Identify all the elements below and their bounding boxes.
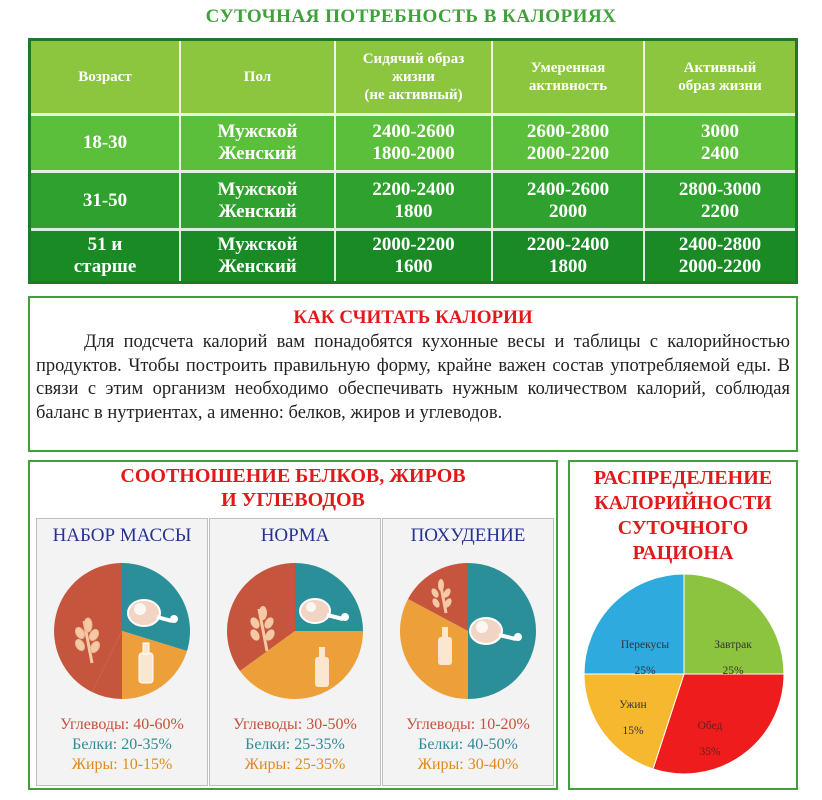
cell-sex: Мужской Женский [181,231,336,281]
cell-sex: Мужской Женский [181,173,336,228]
cell-active: 2400-2800 2000-2200 [678,234,762,277]
panel-legend [37,715,207,775]
calorie-table [28,38,798,284]
panel-mass-gain [36,518,208,786]
macro-ratio-section [28,460,558,790]
cell-moderate: 2600-2800 2000-2200 [493,116,645,170]
snacks-name: Перекусы [620,639,670,651]
breakfast-pct: 25% [722,665,744,677]
panel-title: НОРМА [260,525,330,546]
ratio-title: СООТНОШЕНИЕ БЕЛКОВ, ЖИРОВ И УГЛЕВОДОВ [120,465,466,511]
table-header-row [31,41,795,113]
cell-sedentary: 2000-2200 1600 [336,231,493,281]
macro-pie-weight-loss [398,561,538,701]
page-title: СУТОЧНАЯ ПОТРЕБНОСТЬ В КАЛОРИЯХ [205,6,617,27]
cell-sedentary: 2400-2600 1800-2000 [336,116,493,170]
dinner-label [606,686,660,751]
macro-pie-norm [225,561,365,701]
panel-weight-loss [382,518,554,786]
cell-sedentary: 2200-2400 1800 [336,173,493,228]
fat-label: Жиры: 30-40% [417,756,519,773]
panel-title: ПОХУДЕНИЕ [410,525,526,546]
header-active: Активный образ жизни [678,60,762,94]
cell-age: 51 и старше [31,231,181,281]
cell-moderate: 2400-2600 2000 [493,173,645,228]
fat-label: Жиры: 25-35% [244,756,346,773]
carbs-label: Углеводы: 40-60% [60,716,184,733]
header-moderate: Умеренная активность [493,41,645,113]
breakfast-label [703,626,763,691]
dinner-name: Ужин [619,699,647,711]
fat-label: Жиры: 10-15% [71,756,173,773]
cell-active: 2800-3000 2200 [678,178,762,222]
daily-distribution-section [568,460,798,790]
dinner-pct: 15% [622,725,644,737]
cell-age: 18-30 [31,116,181,170]
snacks-label [610,626,680,691]
how-text: Для подсчета калорий вам понадобятся кухонные весы и таблицы с калорийностью продуктов. Чтобы построить правильную форму, крайне важен состав употребляемой еды. В связи с этим организм необходимо обеспечивать нужным количеством калорий, соблюдая баланс в нутриентах, а именно: белков, жиров и углеводов. [36,332,790,423]
table-row [31,228,795,281]
header-sex: Пол [181,41,336,113]
snacks-pct: 25% [634,665,656,677]
panel-norm [209,518,381,786]
table-row [31,113,795,170]
panel-title: НАБОР МАССЫ [52,525,192,546]
protein-label: Белки: 25-35% [245,736,345,753]
macro-pie-mass-gain [52,561,192,701]
lunch-pct: 35% [699,746,721,758]
carbs-label: Углеводы: 10-20% [406,716,530,733]
cell-sex: Мужской Женский [181,116,336,170]
cell-active: 3000 2400 [701,121,739,164]
panel-legend [210,715,380,775]
protein-label: Белки: 40-50% [418,736,518,753]
cell-moderate: 2200-2400 1800 [493,231,645,281]
header-age: Возраст [31,41,181,113]
lunch-name: Обед [697,720,723,732]
breakfast-name: Завтрак [714,639,752,651]
table-row [31,170,795,228]
distribution-title: РАСПРЕДЕЛЕНИЕ КАЛОРИЙНОСТИ СУТОЧНОГО РАЦИОНА [593,467,773,564]
how-to-count-section [28,296,798,452]
carbs-label: Углеводы: 30-50% [233,716,357,733]
lunch-label [680,707,740,772]
panel-legend [383,715,553,775]
how-title: КАК СЧИТАТЬ КАЛОРИИ [293,307,533,328]
header-sedentary: Сидячий образ жизни (не активный) [336,41,493,113]
protein-label: Белки: 20-35% [72,736,172,753]
cell-age: 31-50 [31,173,181,228]
